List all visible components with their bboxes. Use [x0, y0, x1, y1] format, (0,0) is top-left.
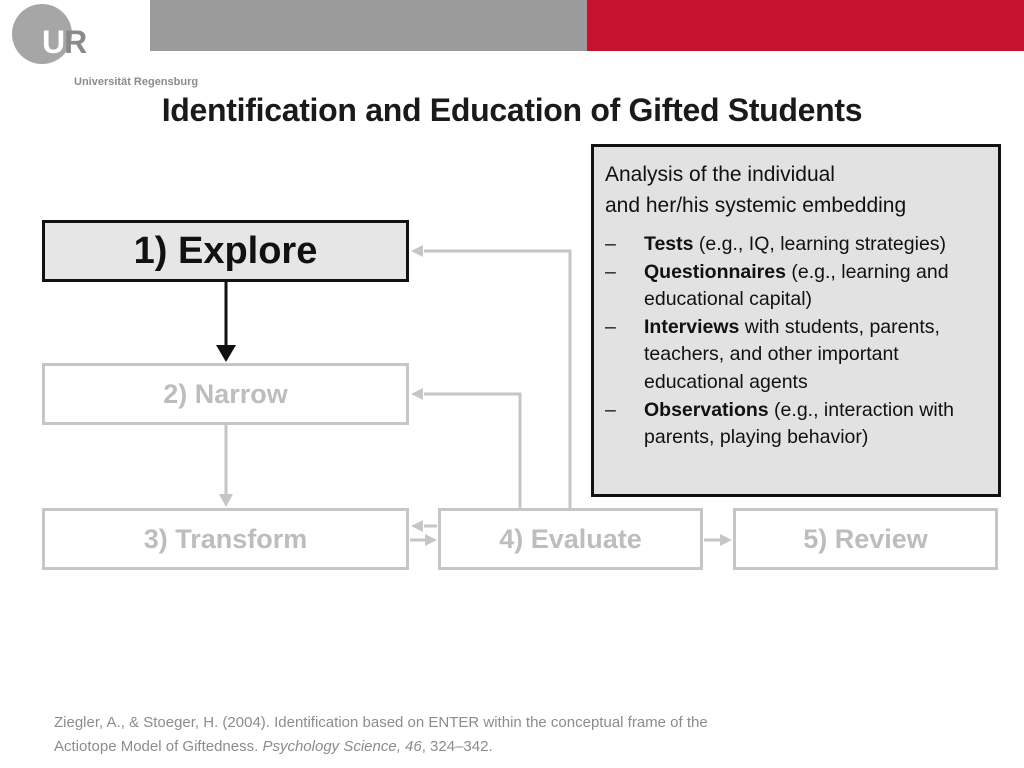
bullet-dash: – — [605, 233, 616, 255]
step-explore-box — [42, 220, 409, 282]
step-evaluate-box — [438, 508, 703, 570]
bullet-dash: – — [605, 260, 616, 283]
bullet-term: Tests — [644, 233, 694, 255]
step-explore-label: 1) Explore — [133, 229, 318, 272]
step-review-label: 5) Review — [803, 523, 928, 554]
bullet-term: Interviews — [644, 315, 740, 338]
info-bullet-tests — [605, 231, 988, 259]
citation-pages: , 324–342. — [421, 738, 493, 755]
step-evaluate-label: 4) Evaluate — [499, 523, 642, 554]
arrow-narrow-to-transform — [219, 425, 233, 507]
citation-line-1: Ziegler, A., & Stoeger, H. (2004). Identification based on ENTER within the conceptual frame of the — [54, 714, 708, 731]
logo-letter-u: U — [42, 24, 65, 60]
step-transform-box — [42, 508, 409, 570]
bullet-text: (e.g., learning and educational capital) — [644, 260, 949, 311]
bullet-term: Questionnaires — [644, 260, 786, 283]
citation-line-2 — [54, 735, 708, 759]
citation-plain: Actiotope Model of Giftedness. — [54, 738, 263, 755]
arrow-evaluate-to-narrow — [411, 388, 520, 508]
bullet-text: with students, parents, teachers, and other important educational agents — [644, 315, 940, 393]
citation-journal: Psychology Science, 46 — [262, 738, 422, 755]
step-review-box — [733, 508, 998, 570]
step-transform-label: 3) Transform — [143, 523, 308, 554]
bullet-term: Observations — [644, 398, 769, 421]
arrow-explore-to-narrow — [216, 282, 236, 362]
arrow-transform-evaluate — [410, 520, 437, 546]
bullet-dash: – — [605, 315, 616, 338]
info-bullet-observations — [605, 397, 988, 452]
info-heading-line-1: Analysis of the individual — [605, 163, 835, 186]
bullet-text: (e.g., interaction with parents, playing behavior) — [644, 398, 954, 449]
citation — [54, 711, 708, 759]
arrow-evaluate-to-explore — [411, 245, 570, 508]
bullet-text: (e.g., IQ, learning strategies) — [693, 233, 947, 255]
info-bullet-list — [605, 231, 988, 452]
slide-title: Identification and Education of Gifted Students — [161, 92, 863, 128]
step-narrow-label: 2) Narrow — [163, 378, 288, 409]
bullet-dash: – — [605, 398, 616, 421]
logo-letter-r: R — [64, 24, 87, 60]
university-name: Universität Regensburg — [74, 76, 199, 88]
info-box-heading — [605, 159, 988, 221]
arrow-evaluate-to-review — [704, 534, 732, 546]
analysis-info-box — [591, 144, 1001, 497]
info-heading-line-2: and her/his systemic embedding — [605, 194, 907, 217]
info-bullet-interviews — [605, 314, 988, 397]
step-narrow-box — [42, 363, 409, 425]
info-bullet-questionnaires — [605, 259, 988, 314]
